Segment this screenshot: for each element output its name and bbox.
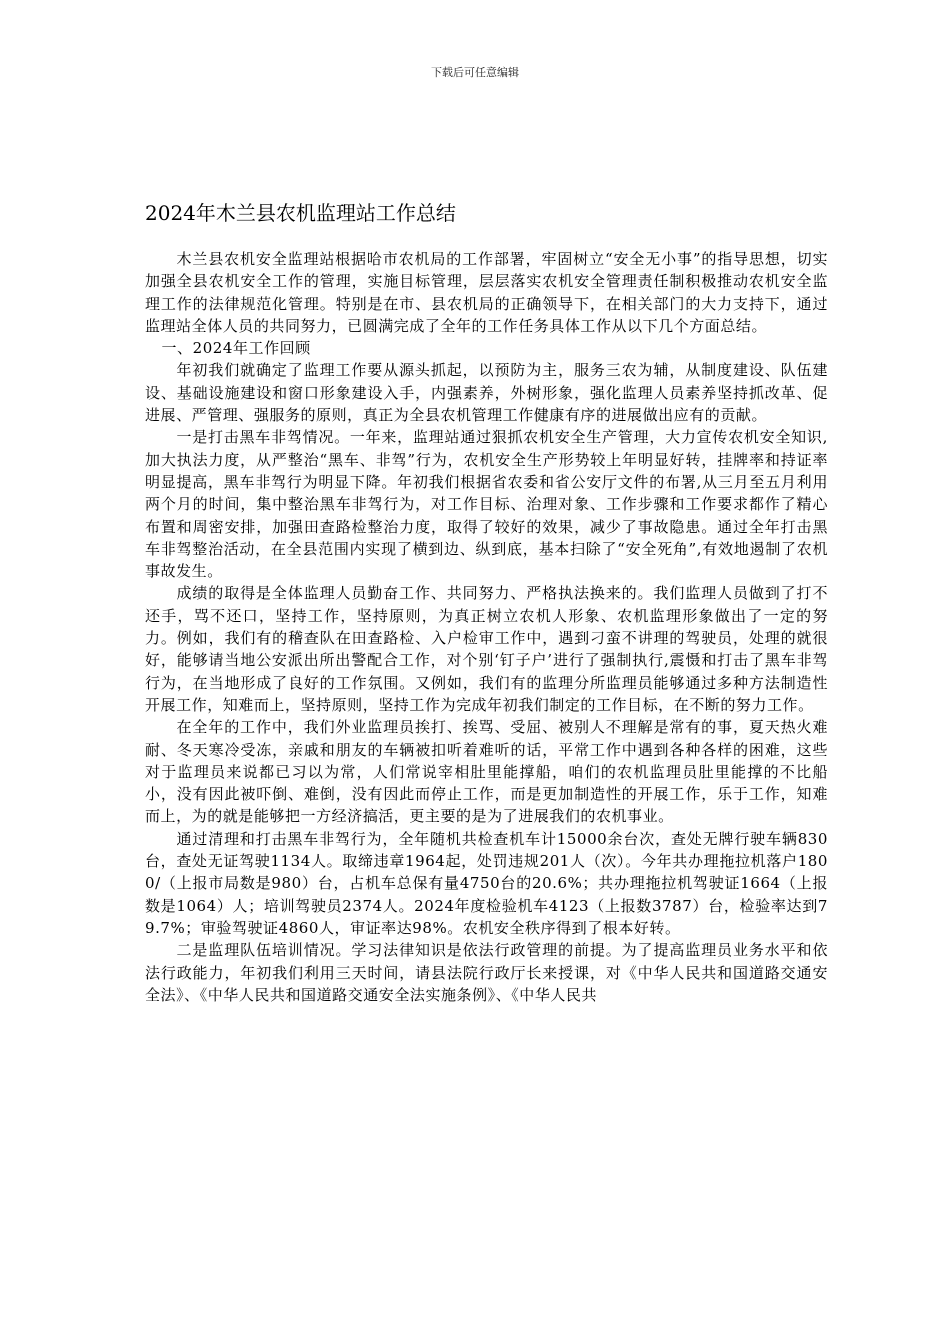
paragraph-achievements: 成绩的取得是全体监理人员勤奋工作、共同努力、严格执法换来的。我们监理人员做到了打不还手，骂不还口，坚持工作，坚持原则，为真正树立农机人形象、农机监理形象做出了一定的努力。例如，我们有的稽查队在田查路检、入户检审工作中，遇到刁蛮不讲理的驾驶员，处理的就很好，能够请当地公安派出所出警配合工作，对个别‘钉子户’进行了强制执行,震慑和打击了黑车非驾行为，在当地形成了良好的工作氛围。又例如，我们有的监理分所监理员能够通过多种方法制造性开展工作，知难而上，坚持原则，坚持工作为完成年初我们制定的工作目标，在不断的努力工作。 (145, 584, 828, 714)
paragraph-training: 二是监理队伍培训情况。学习法律知识是依法行政管理的前提。为了提高监理员业务水平和依法行政能力，年初我们利用三天时间，请县法院行政厅长来授课，对《中华人民共和国道路交通安全法》、《中华人民共和国道路交通安全法实施条例》、《中华人民共 (145, 941, 828, 1004)
section-heading-review: 一、2024年工作回顾 (161, 339, 311, 358)
document-body (145, 248, 828, 1006)
document-title: 2024年木兰县农机监理站工作总结 (145, 201, 456, 225)
paragraph-hardships: 在全年的工作中，我们外业监理员挨打、挨骂、受屈、被别人不理解是常有的事，夏天热火难耐、冬天寒冷受冻，亲戚和朋友的车辆被扣听着难听的话，平常工作中遇到各种各样的困难，这些对于监理员来说都已习以为常，人们常说宰相肚里能撑船，咱们的农机监理员肚里能撑的不比船小，没有因此被吓倒、难倒，没有因此而停止工作，而是更加制造性的开展工作，乐于工作，知难而上，为的就是能够把一方经济搞活，更主要的是为了进展我们的农机事业。 (145, 718, 828, 826)
header-note: 下载后可任意编辑 (431, 66, 519, 79)
paragraph-illegal-vehicles: 一是打击黑车非驾情况。一年来，监理站通过狠抓农机安全生产管理，大力宣传农机安全知识,加大执法力度，从严整治“黑车、非驾”行为，农机安全生产形势较上年明显好转，挂牌率和持证率明显提高，黑车非驾行为明显下降。年初我们根据省农委和省公安厅文件的布署,从三月至五月利用两个月的时间，集中整治黑车非驾行为，对工作目标、治理对象、工作步骤和工作要求都作了精心布置和周密安排，加强田查路检整治力度，取得了较好的效果，减少了事故隐患。通过全年打击黑车非驾整治活动，在全县范围内实现了横到边、纵到底，基本扫除了“安全死角”,有效地遏制了农机事故发生。 (145, 428, 828, 581)
paragraph-intro: 木兰县农机安全监理站根据哈市农机局的工作部署，牢固树立“安全无小事”的指导思想，切实加强全县农机安全工作的管理，实施目标管理，层层落实农机安全管理责任制积极推动农机安全监理工作的法律规范化管理。特别是在市、县农机局的正确领导下，在相关部门的大力支持下，通过监理站全体人员的共同努力，已圆满完成了全年的工作任务具体工作从以下几个方面总结。 (145, 250, 828, 335)
paragraph-principles: 年初我们就确定了监理工作要从源头抓起，以预防为主，服务三农为辅，从制度建设、队伍建设、基础设施建设和窗口形象建设入手，内强素养，外树形象，强化监理人员素养坚持抓改革、促进展、严管理、强服务的原则，真正为全县农机管理工作健康有序的进展做出应有的贡献。 (145, 361, 828, 425)
paragraph-statistics: 通过清理和打击黑车非驾行为，全年随机共检查机车计15000余台次，查处无牌行驶车辆830台，查处无证驾驶1134人。取缔违章1964起，处罚违规201人（次）。今年共办理拖拉机落户1800/（上报市局数是980）台，占机车总保有量4750台的20.6%；共办理拖拉机驾驶证1664（上报数是1064）人；培训驾驶员2374人。2024年度检验机车4123（上报数3787）台，检验率达到79.7%；审验驾驶证4860人，审证率达98%。农机安全秩序得到了根本好转。 (145, 829, 828, 937)
